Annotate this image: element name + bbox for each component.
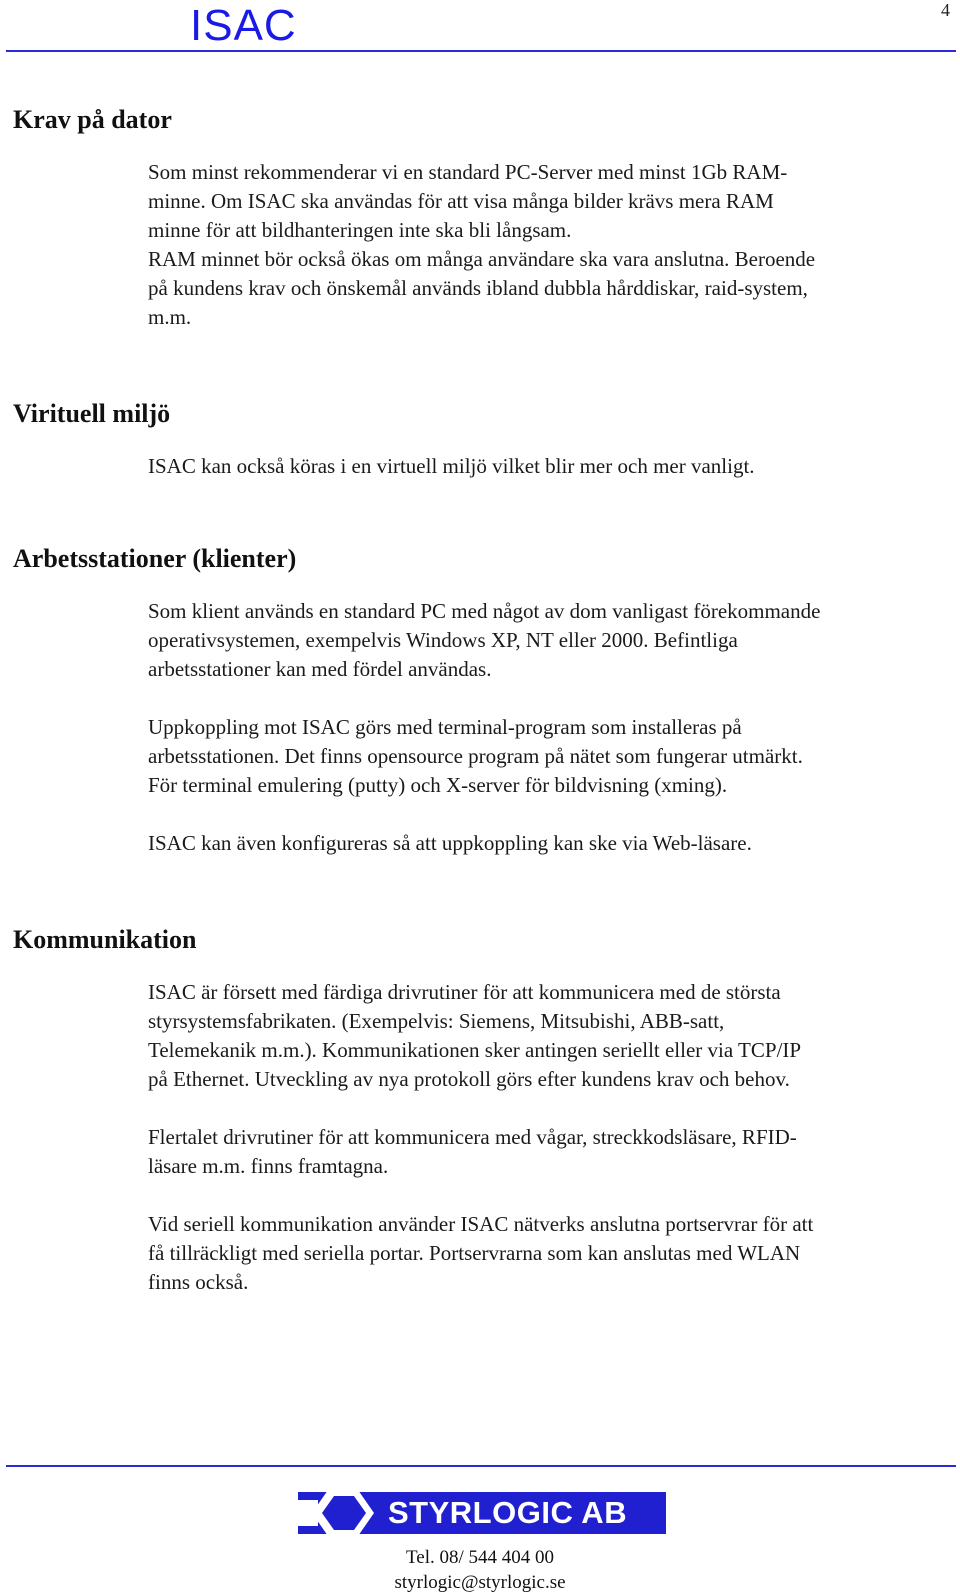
section-krav-pa-dator (13, 104, 943, 332)
section-heading: Krav på dator (13, 105, 172, 134)
paragraph: ISAC kan även konfigureras så att uppkoppling kan ske via Web-läsare. (148, 831, 752, 855)
section-body (148, 158, 943, 332)
paragraph: ISAC är försett med färdiga drivrutiner för att kommunicera med de största styrsystemsfabrikaten. (Exempelvis: Siemens, Mitsubishi, ABB-satt, Telemekanik m.m.). Kommunikationen sker antingen seriellt eller via TCP/IP på Ethernet. Utveckling av nya protokoll görs efter kundens krav och behov. (148, 980, 802, 1091)
section-body (148, 452, 943, 481)
company-logo (298, 1492, 666, 1534)
paragraph: Vid seriell kommunikation använder ISAC nätverks anslutna portservrar för att få tillräckligt med seriella portar. Portservrarna som kan anslutas med WLAN finns också. (148, 1212, 814, 1294)
footer-rule (6, 1465, 956, 1467)
section-body (148, 597, 943, 858)
section-body (148, 978, 943, 1297)
section-kommunikation (13, 924, 943, 1297)
header-title: ISAC (190, 1, 297, 50)
header-rule (6, 50, 956, 52)
paragraph: Som klient används en standard PC med något av dom vanligast förekommande operativsystemen, exempelvis Windows XP, NT eller 2000. Befintliga arbetsstationer kan med fördel användas. (148, 599, 821, 681)
paragraph: Som minst rekommenderar vi en standard PC-Server med minst 1Gb RAM- minne. Om ISAC ska användas för att visa många bilder krävs mera RAM minne för att bildhanteringen inte ska bli långsam. RAM minnet bör också ökas om många användare ska vara anslutna. Beroende på kundens krav och önskemål används ibland dubbla hårddiskar, raid-system, m.m. (148, 160, 816, 329)
section-heading: Arbetsstationer (klienter) (13, 544, 297, 573)
logo-text: STYRLOGIC AB (388, 1495, 628, 1530)
paragraph: ISAC kan också köras i en virtuell miljö vilket blir mer och mer vanligt. (148, 454, 755, 478)
page-number: 4 (941, 0, 950, 20)
section-heading: Kommunikation (13, 925, 197, 954)
footer-email[interactable]: styrlogic@styrlogic.se (394, 1572, 566, 1593)
section-virituell-miljo (13, 398, 943, 481)
section-arbetsstationer (13, 543, 943, 858)
paragraph: Uppkoppling mot ISAC görs med terminal-program som installeras på arbetsstationen. Det finns opensource program på nätet som fungerar utmärkt. För terminal emulering (putty) och X-server för bildvisning (xming). (148, 715, 803, 797)
footer-phone: Tel. 08/ 544 404 00 (405, 1547, 555, 1568)
section-heading: Virituell miljö (13, 399, 171, 428)
paragraph: Flertalet drivrutiner för att kommunicera med vågar, streckkodsläsare, RFID- läsare m.m. finns framtagna. (148, 1125, 797, 1178)
